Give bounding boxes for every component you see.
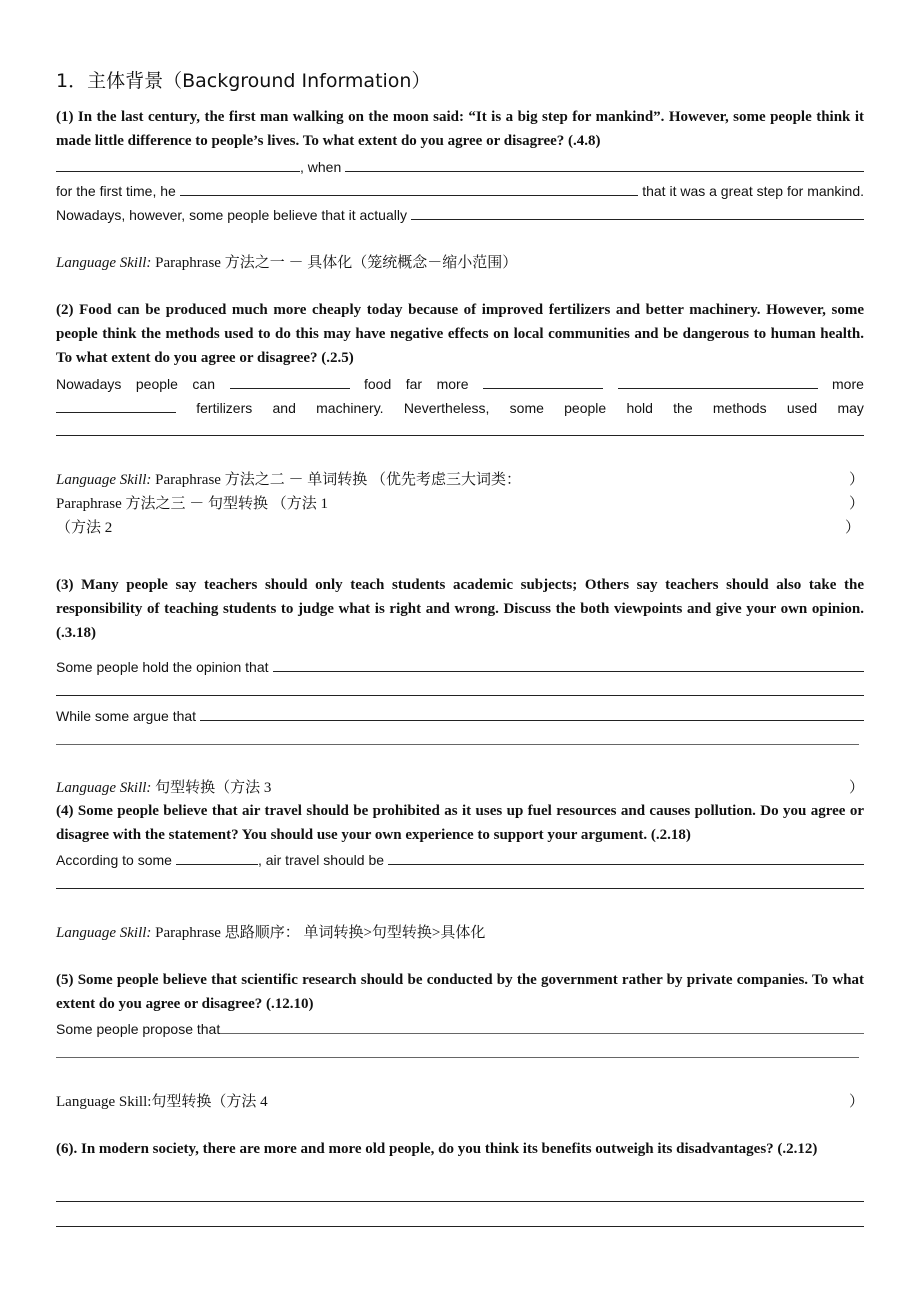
skill-label: Language Skill: <box>56 255 152 271</box>
question-2-prompt: (2) Food can be produced much more cheaply today because of improved fertilizers and better machinery. However, some people think the methods used to do this may have negative effects on local communities and be dangerous to human health. To what extent do you agree or disagree? (.2.5) <box>56 302 864 366</box>
q5-blank-1[interactable] <box>220 1019 864 1034</box>
q3-answer-line-2[interactable] <box>56 695 864 696</box>
q1-line2-start: for the first time, he <box>56 183 176 199</box>
q4-line1-start: According to some <box>56 852 172 868</box>
close-paren: ） <box>848 496 864 512</box>
language-skill-3 <box>56 776 864 797</box>
q3-blank-1[interactable] <box>273 657 865 672</box>
q2-blank-3[interactable] <box>618 374 818 389</box>
q3-line1-start: Some people hold the opinion that <box>56 659 269 675</box>
q1-answer-line-3 <box>56 203 864 223</box>
close-paren: ） <box>848 472 864 488</box>
q1-blank-3[interactable] <box>180 181 638 196</box>
q3-line3-start: While some argue that <box>56 708 197 724</box>
q2-word: people <box>564 400 607 416</box>
q1-line1-text: , when <box>300 159 342 175</box>
q5-line1-start: Some people propose that <box>56 1021 221 1037</box>
q2-word: food <box>364 376 392 392</box>
question-5-prompt: (5) Some people believe that scientific research should be conducted by the government rather by private companies. To what extent do you agree or disagree? (.12.10) <box>56 972 864 1012</box>
skill-label: Language Skill: <box>56 780 152 796</box>
question-4-prompt: (4) Some people believe that air travel should be prohibited as it uses up fuel resources and causes pollution. Do you agree or disagree with the statement? You should use your own experience to support your argument. (.2.18) <box>56 803 864 843</box>
q2-blank-4[interactable] <box>56 398 176 413</box>
q3-answer-line-1 <box>56 655 864 675</box>
q4-answer-line-1 <box>56 848 864 868</box>
q2-word: hold <box>626 400 653 416</box>
skill-text: （方法 2 <box>56 520 113 536</box>
q1-answer-line-2 <box>56 179 864 199</box>
q5-answer-line-1 <box>56 1017 864 1037</box>
close-paren: ） <box>844 520 860 536</box>
q2-blank-2[interactable] <box>483 374 603 389</box>
skill-text: Paraphrase 方法之二 － 单词转换 （优先考虑三大词类： <box>151 472 521 488</box>
q2-answer-line-1 <box>56 372 864 392</box>
q2-word: Nevertheless, <box>403 400 490 416</box>
q2-blank-1[interactable] <box>230 374 350 389</box>
language-skill-1 <box>56 251 864 272</box>
q2-word: more <box>832 376 864 392</box>
skill-text: Paraphrase 方法之三 － 句型转换 （方法 1 <box>56 496 329 512</box>
q4-blank-1[interactable] <box>176 850 258 865</box>
q2-word: far <box>405 376 423 392</box>
q6-answer-line-2[interactable] <box>56 1226 864 1227</box>
skill-text: Paraphrase 思路顺序： 单词转换>句型转换>具体化 <box>151 925 486 941</box>
q2-word: more <box>436 376 469 392</box>
skill-label: Language Skill: <box>56 472 152 488</box>
q1-line3-start: Nowadays, however, some people believe that it actually <box>56 207 407 223</box>
q2-word: fertilizers <box>196 400 253 416</box>
q1-blank-1[interactable] <box>56 157 300 172</box>
skill-text: 句型转换（方法 3 <box>151 780 272 796</box>
q2-word: may <box>837 400 864 416</box>
q2-word: and <box>272 400 296 416</box>
language-skill-2 <box>56 468 864 489</box>
question-6-prompt: (6). In modern society, there are more and more old people, do you think its benefits outweigh its disadvantages? (.2.12) <box>56 1141 818 1157</box>
q1-answer-line-1 <box>56 155 864 175</box>
q2-word: some <box>509 400 544 416</box>
question-3-prompt: (3) Many people say teachers should only teach students academic subjects; Others say teachers should also take the responsibility of teaching students to judge what is right and wrong. Discuss the both viewpoints and give your own opinion. (.3.18) <box>56 577 864 641</box>
language-skill-4 <box>56 921 864 942</box>
q4-line1-mid: , air travel should be <box>257 852 385 868</box>
q4-answer-line-2[interactable] <box>56 888 864 889</box>
q6-answer-line-1[interactable] <box>56 1201 864 1202</box>
skill-text: Paraphrase 方法之一 － 具体化（笼统概念－缩小范围） <box>151 255 518 271</box>
q5-answer-line-2[interactable] <box>56 1057 859 1058</box>
q1-line2-end: that it was a great step for mankind. <box>642 183 864 199</box>
skill-text: Language Skill:句型转换（方法 4 <box>56 1094 268 1110</box>
section-heading: 1．主体背景（Background Information） <box>56 70 431 92</box>
q2-word: the <box>673 400 693 416</box>
q1-blank-4[interactable] <box>411 205 864 220</box>
q3-answer-line-3 <box>56 704 864 724</box>
language-skill-5 <box>56 1090 864 1111</box>
q1-blank-2[interactable] <box>345 157 864 172</box>
q2-word: used <box>786 400 818 416</box>
q2-answer-line-2 <box>56 396 864 416</box>
skill-label: Language Skill: <box>56 925 152 941</box>
language-skill-2-line-3 <box>56 516 864 537</box>
q2-word: can <box>192 376 215 392</box>
q2-word: people <box>135 376 178 392</box>
question-1-prompt: (1) In the last century, the first man walking on the moon said: “It is a big step for mankind”. However, some people think it made little difference to people’s lives. To what extent do you agree or disagree? (.4.8) <box>56 109 864 149</box>
q2-word: Nowadays <box>56 376 122 392</box>
language-skill-2-line-2 <box>56 492 864 513</box>
close-paren: ） <box>848 780 864 796</box>
q2-word: machinery. <box>316 400 384 416</box>
q4-blank-2[interactable] <box>388 850 864 865</box>
q3-answer-line-4[interactable] <box>56 744 859 745</box>
close-paren: ） <box>848 1094 864 1110</box>
q3-blank-2[interactable] <box>200 706 864 721</box>
q2-word: methods <box>712 400 767 416</box>
q2-answer-line-3[interactable] <box>56 435 864 436</box>
